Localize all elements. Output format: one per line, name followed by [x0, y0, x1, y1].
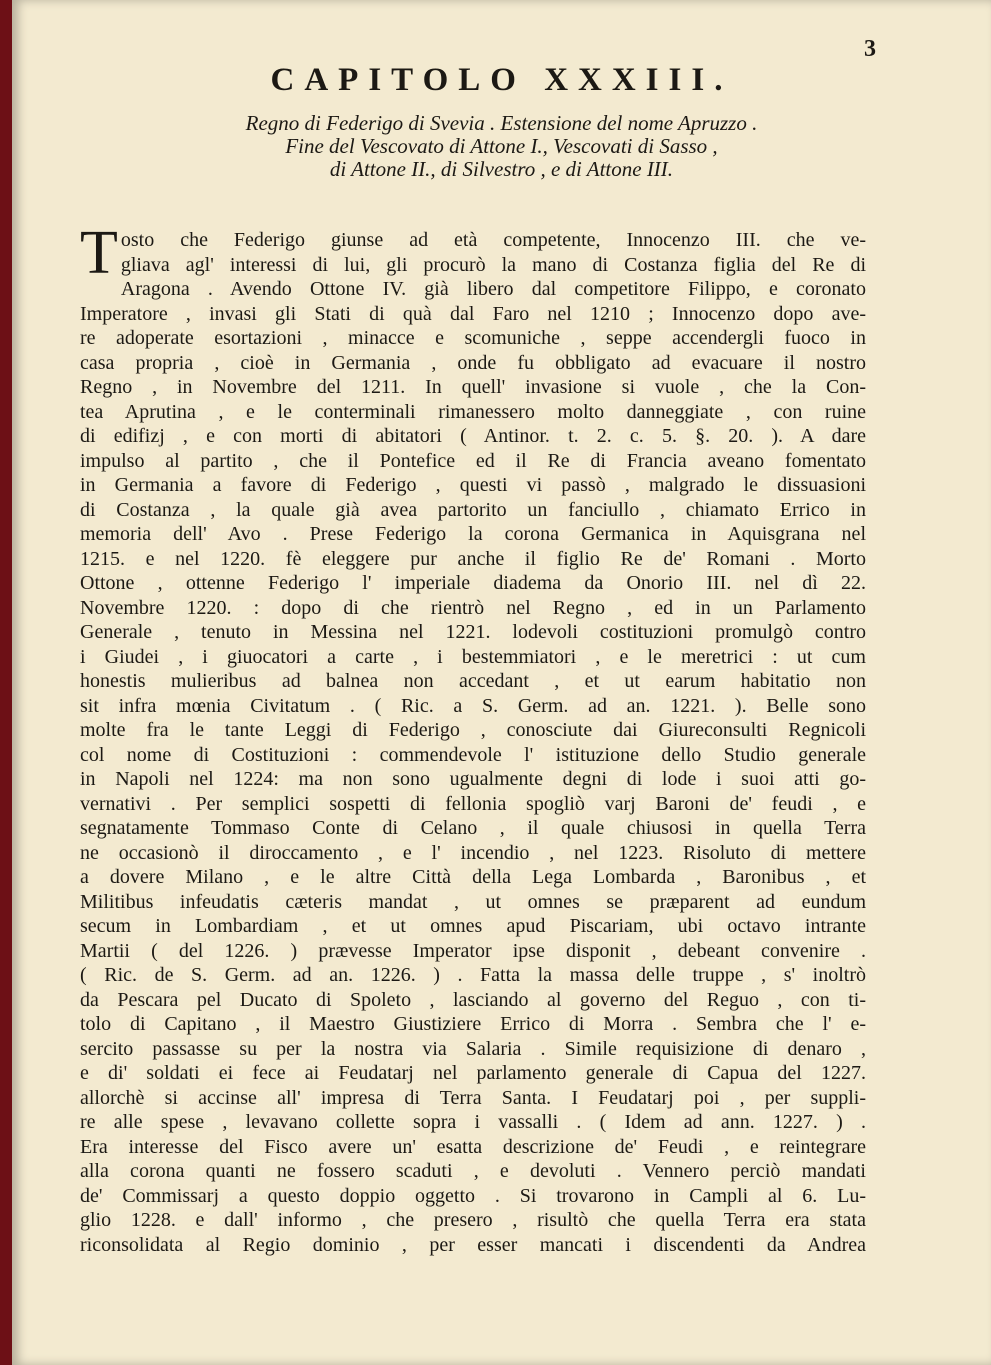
body-line: tea Aprutina , e le conterminali rimanessero molto danneggiate , con ruine — [80, 400, 866, 423]
body-line: secum in Lombardiam , et ut omnes apud Piscariam, ubi octavo intrante — [80, 915, 866, 937]
body-line: gliava agl' interessi di lui, gli procurò la mano di Costanza figlia del Re di — [120, 253, 866, 276]
body-line: riconsolidata al Regio dominio , per esser mancati i discendenti da Andrea — [80, 1233, 866, 1256]
book-page — [12, 0, 991, 1365]
body-line: Militibus infeudatis cæteris mandat , ut omnes se præparent ad eundum — [80, 890, 866, 913]
summary-line: Regno di Federigo di Svevia . Estensione del nome Apruzzo . — [245, 111, 758, 135]
body-line: Novembre 1220. : dopo di che rientrò nel Regno , ed in un Parlamento — [80, 596, 866, 619]
body-line: di edifizj , e con morti di abitatori ( Antinor. t. 2. c. 5. §. 20. ). A dare — [80, 425, 866, 447]
body-line: Era interesse del Fisco avere un' esatta descrizione de' Feudi , e reintegrare — [80, 1135, 866, 1158]
body-line: ne occasionò il diroccamento , e l' incendio , nel 1223. Risoluto di mettere — [80, 841, 866, 864]
summary-line: Fine del Vescovato di Attone I., Vescovati di Sasso , — [285, 134, 718, 158]
body-line: re alle spese , levavano collette sopra i vassalli . ( Idem ad ann. 1227. ) . — [80, 1111, 866, 1133]
body-line: in Germania a favore di Federigo , questi vi passò , malgrado le dissuasioni — [80, 474, 866, 496]
body-line: ( Ric. de S. Germ. ad an. 1226. ) . Fatta la massa delle truppe , s' inoltrò — [80, 964, 866, 986]
body-line: segnatamente Tommaso Conte di Celano , il quale chiusosi in quella Terra — [80, 817, 866, 839]
body-line: di Costanza , la quale già avea partorito un fanciullo , chiamato Errico in — [80, 498, 866, 521]
summary-line: di Attone II., di Silvestro , e di Attone III. — [329, 157, 674, 181]
body-line: allorchè si accinse all' impresa di Terra Santa. I Feudatarj poi , per suppli- — [80, 1086, 866, 1109]
body-line: da Pescara pel Ducato di Spoleto , lasciando al governo del Reguo , con ti- — [80, 988, 866, 1011]
body-line: col nome di Costituzioni : commendevole l' istituzione dello Studio generale — [80, 743, 866, 766]
body-line: tolo di Capitano , il Maestro Giustiziere Errico di Morra . Sembra che l' e- — [80, 1013, 866, 1035]
body-line: 1215. e nel 1220. fè eleggere pur anche il figlio Re de' Romani . Morto — [80, 547, 866, 570]
body-line: in Napoli nel 1224: ma non sono ugualmente degni di lode i suoi atti go- — [80, 768, 866, 790]
body-line: honestis mulieribus ad balnea non accedant , et ut earum habitatio non — [80, 670, 866, 692]
body-line: alla corona quanti ne fossero scaduti , e devoluti . Vennero perciò mandati — [80, 1160, 866, 1182]
body-line: Regno , in Novembre del 1211. In quell' invasione si vuole , che la Con- — [80, 376, 866, 398]
page-number: 3 — [864, 36, 876, 62]
body-line: impulso al partito , che il Pontefice ed il Re di Francia aveano fomentato — [80, 449, 866, 472]
body-line: osto che Federigo giunse ad età competente, Innocenzo III. che ve- — [120, 229, 866, 251]
body-line: molte fra le tante Leggi di Federigo , conosciute dai Giureconsulti Regnicoli — [80, 719, 866, 741]
body-line: casa propria , cioè in Germania , onde fu obbligato ad evacuare il nostro — [80, 351, 866, 374]
chapter-summary — [12, 112, 991, 181]
body-line: de' Commissarj a questo doppio oggetto . Si trovarono in Campli al 6. Lu- — [80, 1184, 866, 1207]
body-line: memoria dell' Avo . Prese Federigo la corona Germanica in Aquisgrana nel — [80, 523, 866, 545]
chapter-title: CAPITOLO XXXIII. — [270, 62, 733, 98]
body-line: sit infra mœnia Civitatum . ( Ric. a S. Germ. ad an. 1221. ). Belle sono — [80, 694, 866, 717]
body-line: Martii ( del 1226. ) prævesse Imperator ipse disponit , debeant convenire . — [80, 939, 866, 962]
body-line: i Giudei , i giuocatori a carte , i bestemmiatori , e le meretrici : ut cum — [80, 645, 866, 668]
body-line: sercito passasse su per la nostra via Salaria . Simile requisizione di denaro , — [80, 1037, 866, 1060]
drop-cap: T — [80, 219, 118, 287]
body-line: glio 1228. e dall' informo , che presero , risultò che quella Terra era stata — [80, 1209, 866, 1231]
body-line: a dovere Milano , e le altre Città della Lega Lombarda , Baronibus , et — [80, 866, 866, 888]
body-line: Generale , tenuto in Messina nel 1221. lodevoli costituzioni promulgò contro — [80, 621, 866, 643]
body-line: Ottone , ottenne Federigo l' imperiale diadema da Onorio III. nel dì 22. — [80, 572, 866, 594]
body-line: re adoperate esortazioni , minacce e scomuniche , seppe accendergli fuoco in — [80, 327, 866, 349]
body-line: vernativi . Per semplici sospetti di fellonia spogliò varj Baroni de' feudi , e — [80, 792, 866, 815]
body-line: e di' soldati ei fece ai Feudatarj nel parlamento generale di Capua del 1227. — [80, 1062, 866, 1084]
body-line: Imperatore , invasi gli Stati di quà dal Faro nel 1210 ; Innocenzo dopo ave- — [80, 302, 866, 325]
body-text — [80, 219, 866, 1257]
body-line: Aragona . Avendo Ottone IV. già libero dal competitore Filippo, e coronato — [120, 278, 866, 300]
